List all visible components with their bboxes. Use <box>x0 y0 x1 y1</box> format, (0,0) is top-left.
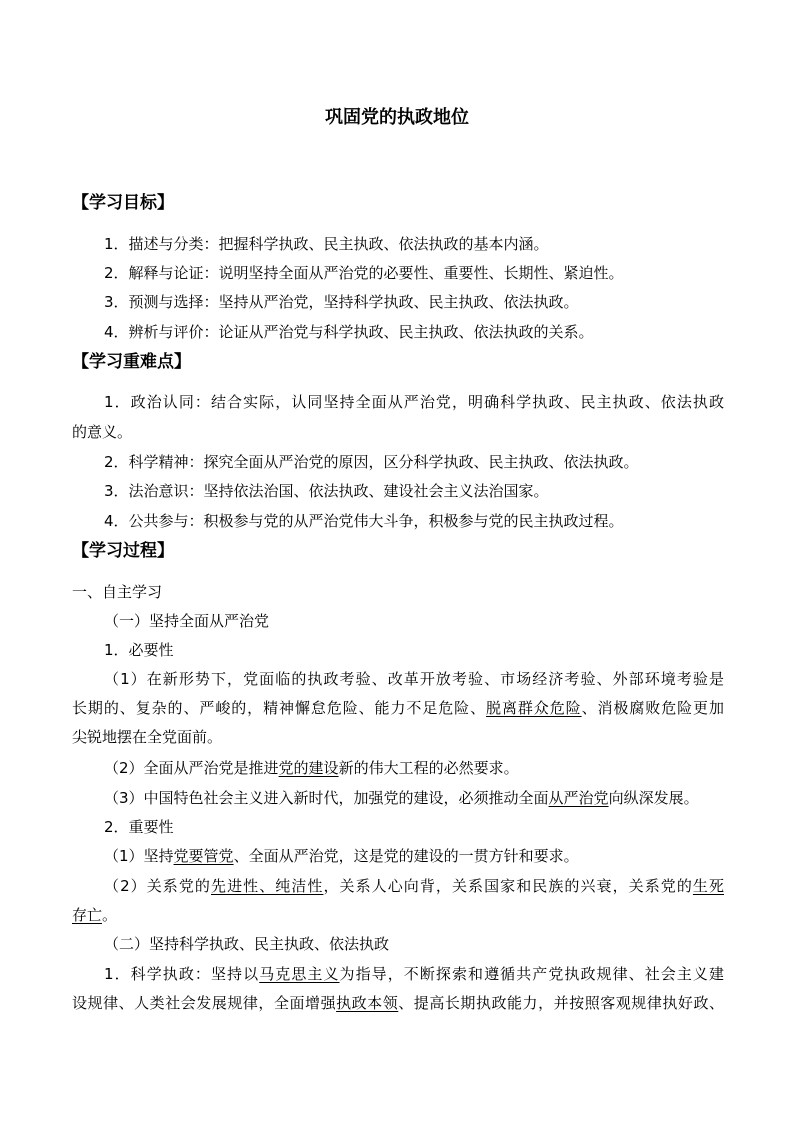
text-span: 向纵深发展。 <box>608 789 699 807</box>
underlined-term: 马克思主义 <box>259 965 340 983</box>
underlined-term: 先进性、纯洁性 <box>211 877 324 895</box>
document-title: 巩固党的执政地位 <box>325 107 469 128</box>
necessity-item-1: （1）在新形势下，党面临的执政考验、改革开放考验、市场经济考验、外部环境考验是 <box>104 670 724 688</box>
text-span: 、提高长期执政能力，并按照客观规律执好政、 <box>398 994 724 1012</box>
importance-item-2-line-2 <box>72 903 724 927</box>
section-heading-key-points: 【学习重难点】 <box>72 352 191 372</box>
section-heading-goals: 【学习目标】 <box>72 193 174 213</box>
importance-item-1 <box>104 844 756 868</box>
goal-item-1: 1．描述与分类：把握科学执政、民主执政、依法执政的基本内涵。 <box>104 235 549 253</box>
goal-item-2: 2．解释与论证：说明坚持全面从严治党的必要性、重要性、长期性、紧迫性。 <box>104 264 624 282</box>
text-span: （1）坚持 <box>104 847 174 865</box>
heading-necessity: 1．必要性 <box>104 641 174 659</box>
text-span: 、消极腐败危险更加 <box>581 699 724 717</box>
underlined-term: 执政本领 <box>336 994 399 1012</box>
underlined-term: 党的建设 <box>278 759 339 777</box>
text-span: （3）中国特色社会主义进入新时代，加强党的建设，必须推动全面 <box>104 789 549 807</box>
text-span: （2）关系党的 <box>104 877 211 895</box>
text-span: （2）全面从严治党是推进 <box>104 759 279 777</box>
heading-self-study: 一、自主学习 <box>72 583 163 601</box>
text-span: 新的伟大工程的必然要求。 <box>338 759 519 777</box>
necessity-item-3 <box>104 786 756 810</box>
scientific-governance-item-1 <box>104 962 724 986</box>
section-heading-process: 【学习过程】 <box>72 541 174 561</box>
underlined-term: 生死 <box>692 877 724 895</box>
importance-item-2 <box>104 874 724 898</box>
text-span: 设规律、人类社会发展规律，全面增强 <box>72 994 337 1012</box>
underlined-term: 存亡 <box>72 906 103 924</box>
necessity-item-1-line-3: 尖锐地摆在全党面前。 <box>72 728 223 746</box>
text-span: 1．科学执政：坚持以 <box>104 965 260 983</box>
text-span: 为指导，不断探索和遵循共产党执政规律、社会主义建 <box>339 965 724 983</box>
necessity-item-1-line-2 <box>72 696 724 720</box>
goal-item-3: 3．预测与选择：坚持从严治党，坚持科学执政、民主执政、依法执政。 <box>104 293 579 311</box>
key-point-1-continued: 的意义。 <box>72 423 133 441</box>
text-span: 。 <box>102 906 118 924</box>
goal-item-4: 4．辨析与评价：论证从严治党与科学执政、民主执政、依法执政的关系。 <box>104 323 594 341</box>
key-point-2: 2．科学精神：探究全面从严治党的原因，区分科学执政、民主执政、依法执政。 <box>104 453 639 471</box>
text-span: 长期的、复杂的、严峻的，精神懈怠危险、能力不足危险、 <box>72 699 487 717</box>
underlined-term: 脱离群众危险 <box>486 699 582 717</box>
underlined-term: 从严治党 <box>548 789 609 807</box>
heading-scientific-governance: （二）坚持科学执政、民主执政、依法执政 <box>104 935 390 953</box>
key-point-1: 1．政治认同：结合实际，认同坚持全面从严治党，明确科学执政、民主执政、依法执政 <box>104 393 724 411</box>
key-point-3: 3．法治意识：坚持依法治国、依法执政、建设社会主义法治国家。 <box>104 482 549 500</box>
heading-strict-governance: （一）坚持全面从严治党 <box>104 612 270 630</box>
heading-importance: 2．重要性 <box>104 818 174 836</box>
key-point-4: 4．公共参与：积极参与党的从严治党伟大斗争，积极参与党的民主执政过程。 <box>104 512 624 530</box>
text-span: ，关系人心向背，关系国家和民族的兴衰，关系党的 <box>323 877 693 895</box>
scientific-governance-item-1-line-2 <box>72 991 724 1015</box>
necessity-item-2 <box>104 756 756 780</box>
text-span: 、全面从严治党，这是党的建设的一贯方针和要求。 <box>233 847 579 865</box>
underlined-term: 党要管党 <box>173 847 234 865</box>
